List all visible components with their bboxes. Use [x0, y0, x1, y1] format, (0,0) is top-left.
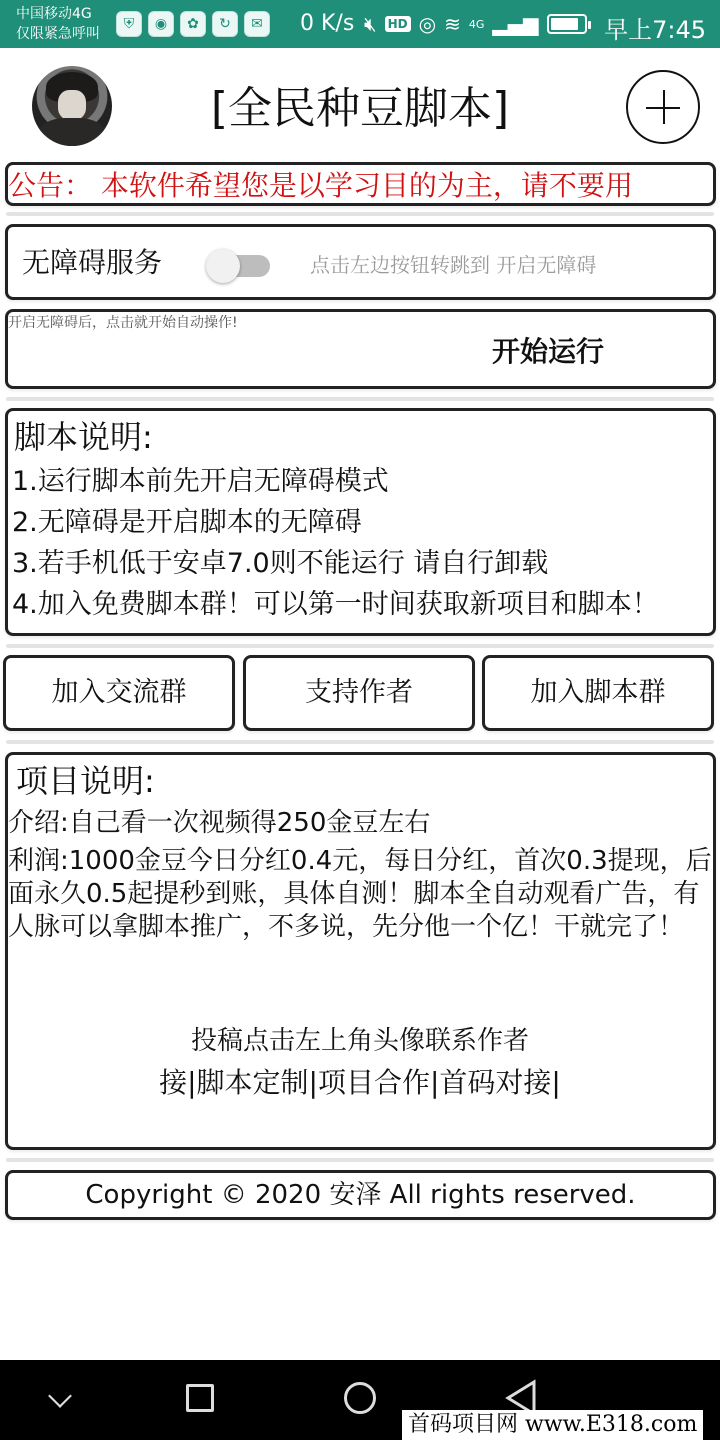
mute-icon: 🔇︎ — [364, 12, 377, 36]
start-button[interactable]: 开始运行 — [408, 330, 688, 374]
avatar-face — [58, 90, 86, 120]
notification-icons — [116, 11, 270, 37]
notice-banner — [5, 162, 716, 206]
join-script-group-button[interactable]: 加入脚本群 — [482, 655, 714, 731]
author-avatar[interactable] — [32, 66, 112, 146]
app-title: [全民种豆脚本] — [210, 83, 510, 134]
project-profit: 利润:1000金豆今日分红0.4元，每日分红，首次0.3提现，后面永久0.5起提秒到账，具体自测！脚本全自动观看广告，有人脉可以拿脚本推广，不多说，先分他一个亿！干就完了！ — [8, 846, 712, 942]
browser-icon: ◉ — [148, 11, 174, 37]
toggle-knob — [206, 249, 240, 283]
copyright-footer: Copyright © 2020 安泽 All rights reserved. — [5, 1170, 716, 1220]
sync-icon: ↻ — [212, 11, 238, 37]
add-button[interactable] — [626, 70, 700, 144]
battery-icon — [547, 14, 587, 34]
divider — [6, 740, 714, 744]
divider — [6, 644, 714, 648]
services-line: 接|脚本定制|项目合作|首码对接| — [159, 1066, 561, 1099]
avatar-body — [38, 118, 106, 146]
wifi-icon: ≋ — [444, 12, 461, 36]
net-speed: 0 K/s — [300, 11, 355, 36]
hd-badge: HD — [385, 16, 411, 32]
notice-text: 公告： 本软件希望您是以学习目的为主，请不要用 — [8, 169, 633, 202]
carrier-name: 中国移动4G — [16, 6, 92, 22]
run-panel — [5, 309, 716, 389]
status-bar — [0, 0, 720, 48]
accessibility-panel — [5, 224, 716, 300]
accessibility-hint: 点击左边按钮转跳到 开启无障碍 — [310, 253, 597, 277]
accessibility-toggle[interactable] — [204, 247, 272, 283]
contact-hint: 投稿点击左上角头像联系作者 — [190, 1026, 529, 1056]
script-info-line: 4.加入免费脚本群！可以第一时间获取新项目和脚本！ — [12, 589, 659, 620]
message-icon: ✉ — [244, 11, 270, 37]
join-chat-group-button[interactable]: 加入交流群 — [3, 655, 235, 731]
support-author-button[interactable]: 支持作者 — [243, 655, 475, 731]
script-info-list — [12, 461, 702, 625]
home-icon[interactable] — [344, 1382, 376, 1414]
shield-icon: ⛨ — [116, 11, 142, 37]
project-intro: 介绍:自己看一次视频得250金豆左右 — [8, 808, 431, 838]
battery-fill — [551, 18, 578, 30]
signal-icon: ▂▄▆ — [492, 12, 539, 36]
script-info-title: 脚本说明: — [14, 418, 153, 456]
script-info-line: 2.无障碍是开启脚本的无障碍 — [12, 507, 362, 538]
script-info-line: 3.若手机低于安卓7.0则不能运行 请自行卸载 — [12, 548, 549, 579]
run-hint: 开启无障碍后，点击就开始自动操作! — [8, 315, 238, 331]
watermark: 首码项目网 www.E318.com — [402, 1410, 703, 1440]
recent-apps-icon[interactable] — [186, 1384, 214, 1412]
project-info-title: 项目说明: — [16, 762, 155, 800]
carrier-status: 仅限紧急呼叫 — [16, 26, 100, 42]
script-info-panel — [5, 408, 716, 636]
system-icons — [364, 11, 587, 37]
divider — [6, 1158, 714, 1162]
clock: 早上7:45 — [604, 16, 706, 44]
baidu-icon: ✿ — [180, 11, 206, 37]
hide-keyboard-icon[interactable] — [48, 1384, 72, 1408]
script-info-line: 1.运行脚本前先开启无障碍模式 — [12, 466, 389, 497]
eye-icon: ◎ — [418, 12, 437, 36]
divider — [6, 397, 714, 401]
project-info-panel — [5, 752, 716, 1150]
divider — [6, 212, 714, 216]
network-type: 4G — [468, 17, 485, 31]
accessibility-label: 无障碍服务 — [22, 246, 163, 279]
carrier-info — [16, 4, 100, 44]
